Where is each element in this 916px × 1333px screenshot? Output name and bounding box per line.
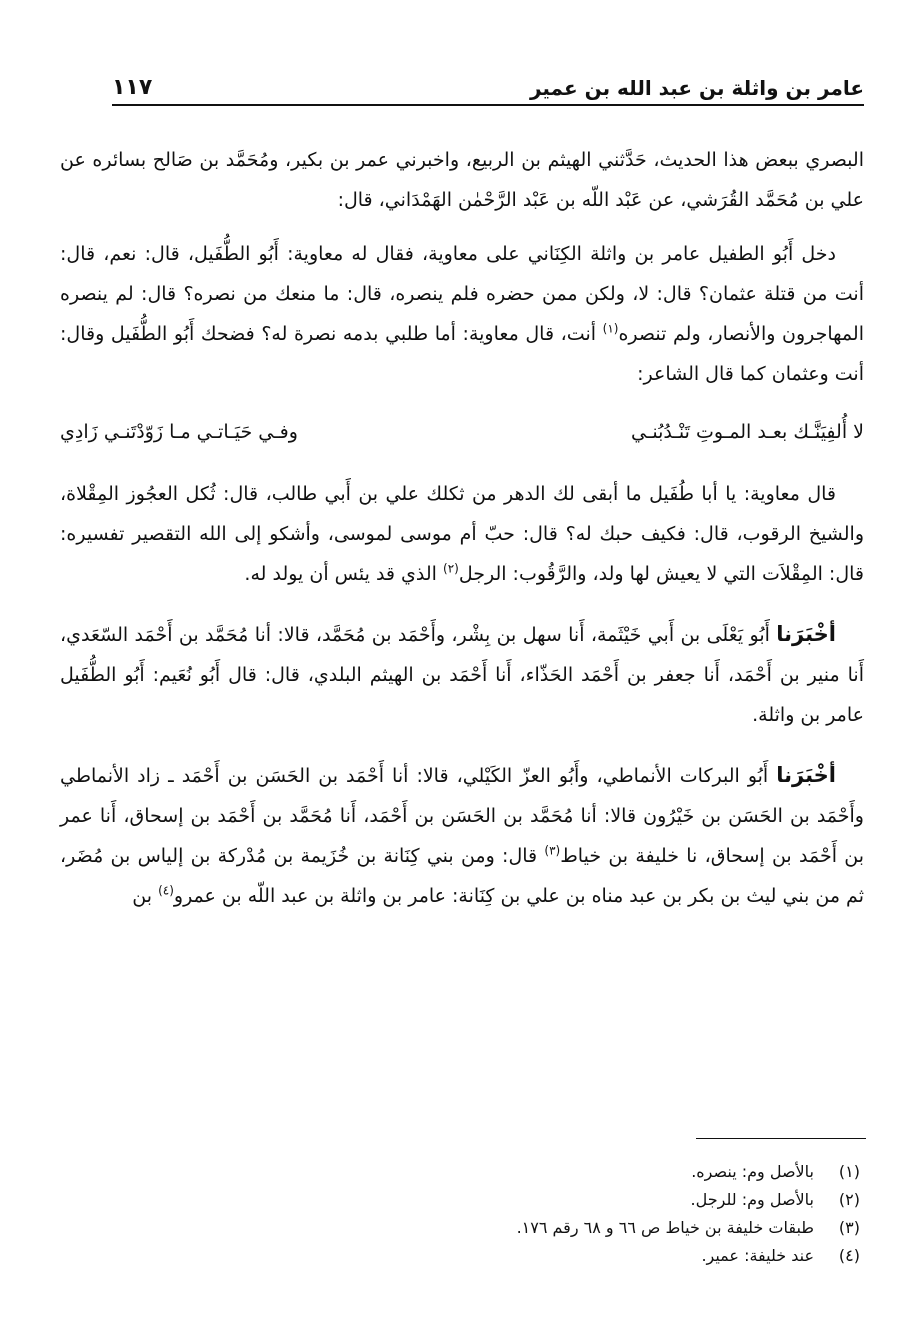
paragraph-3 — [60, 474, 864, 594]
footnote-item — [60, 1186, 860, 1214]
footnote-ref-2[interactable]: (٢) — [443, 561, 459, 576]
footnote-item — [60, 1214, 860, 1242]
isnad-keyword-2: أخْبَرَنا — [776, 763, 836, 787]
footnote-text: طبقات خليفة بن خياط ص ٦٦ و ٦٨ رقم ١٧٦. — [516, 1218, 814, 1237]
footnote-ref-1[interactable]: (١) — [602, 321, 619, 336]
paragraph-3-text-b: الذي قد يئس أن يولد له. — [244, 563, 443, 585]
paragraph-5-text-c: بن — [132, 885, 159, 907]
paragraph-1-text: البصري ببعض هذا الحديث، حَدَّثني الهيثم بن الربيع، واخبرني عمر بن بكير، ومُحَمَّد بن صَالح بسائره عن علي بن مُحَمَّد القُرَشي، عن عَبْد اللّه بن عَبْد الرَّحْمٰن الهَمْدَاني، قال: — [60, 149, 864, 211]
footnote-number: (٣) — [838, 1218, 860, 1237]
footnote-text: عند خليفة: عمير. — [701, 1246, 814, 1265]
page-number: ١١٧ — [112, 75, 153, 100]
footnote-item — [60, 1242, 860, 1270]
verse-first-hemistich: لا أُلفِيَنَّـك بعـد المـوتِ تَنْـدُبُنـي — [630, 421, 864, 443]
footnote-number: (١) — [838, 1162, 860, 1181]
paragraph-2-text-a: دخل أَبُو الطفيل عامر بن واثلة الكِنَاني على معاوية، فقال له معاوية: أَبُو الطُّفَيل، قال: نعم، قال: أنت من قتلة عثمان؟ قال: لا، ولكن ممن حضره فلم ينصره، قال: ما منعك من نصره؟ قال: لم ينصره المهاجرون والأنصار، ولم تنصره — [60, 243, 864, 345]
running-title: عامر بن واثلة بن عبد الله بن عمير — [529, 76, 864, 100]
paragraph-4-text: أَبُو يَعْلَى بن أَبي خَيْثَمة، أَنا سهل بن بِشْر، وأَحْمَد بن مُحَمَّد، قالا: أنا مُحَمَّد بن أَحْمَد السّعَدي، أَنا منير بن أَحْمَد، أَنا جعفر بن أَحْمَد الحَذّاء، أَنا أَحْمَد بن الهيثم البلدي، قال: قال أَبُو نُعَيم: أَبُو الطُّفَيل عامر بن واثلة. — [60, 624, 864, 726]
footnote-number: (٤) — [838, 1246, 860, 1265]
paragraph-4 — [60, 614, 864, 735]
footnote-number: (٢) — [838, 1190, 860, 1209]
page-header — [112, 66, 864, 106]
paragraph-5 — [60, 755, 864, 916]
footnote-ref-3[interactable]: (٣) — [544, 843, 561, 858]
footnote-item — [60, 1158, 860, 1186]
footnote-ref-4[interactable]: (٤) — [158, 883, 174, 898]
isnad-keyword-1: أخْبَرَنا — [776, 622, 836, 646]
footnotes — [60, 1158, 860, 1270]
paragraph-1 — [60, 140, 864, 220]
paragraph-2-text-b: أنت، قال معاوية: أما طلبي بدمه نصرة له؟ فضحك أَبُو الطُّفَيل وقال: أنت وعثمان كما قال الشاعر: — [60, 323, 864, 385]
poetry-verse — [60, 412, 864, 452]
verse-second-hemistich: وفـي حَيَـاتـي مـا زَوّدْتَنـي زَادِي — [60, 421, 298, 443]
footnote-text: بالأصل وم: ينصره. — [691, 1162, 814, 1181]
paragraph-3-text-a: قال معاوية: يا أبا طُفَيل ما أبقى لك الدهر من ثكلك علي بن أَبي طالب، قال: ثُكل العجُوز المِقْلاة، والشيخ الرقوب، قال: فكيف حبك له؟ قال: حبّ أم موسى لموسى، وأشكو إلى الله التقصير تفسيره: قال: المِقْلاَت التي لا يعيش لها ولد، والرَّقُوب: الرجل — [60, 483, 864, 585]
paragraph-5-text-a: أَبُو البركات الأنماطي، وأَبُو العزّ الكَيْلي، قالا: أنا أَحْمَد بن الحَسَن بن أَحْمَد ـ زاد الأنماطي وأَحْمَد بن الحَسَن بن خَيْرُون قالا: أنا مُحَمَّد بن الحَسَن بن أَحْمَد، أَنا مُحَمَّد بن أَحْمَد بن إسحاق، أَنا عمر بن أَحْمَد بن إسحاق، نا خليفة بن خياط — [60, 765, 865, 867]
footnote-divider — [696, 1138, 866, 1139]
footnote-text: بالأصل وم: للرجل. — [690, 1190, 814, 1209]
main-text — [60, 140, 864, 930]
paragraph-2 — [60, 234, 864, 394]
paragraph-5-text-b: قال: ومن بني كِنَانة بن خُزَيمة بن مُدْركة بن إلياس بن مُضَر، ثم من بني ليث بن بكر بن عبد مناه بن علي بن كِنَانة: عامر بن واثلة بن عبد اللّه بن عمرو — [60, 845, 864, 907]
